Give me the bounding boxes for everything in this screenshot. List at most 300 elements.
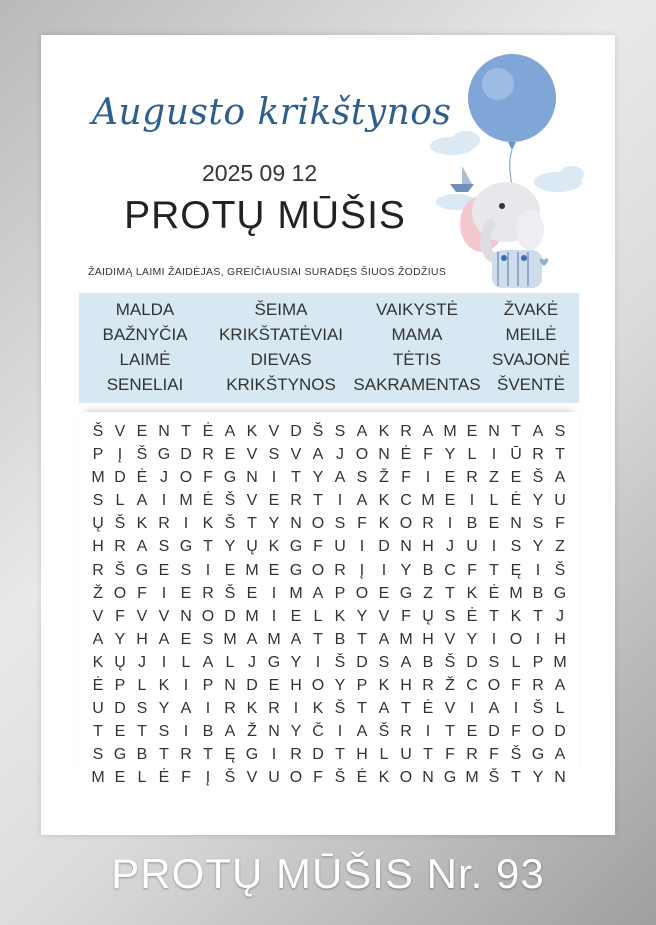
grid-letter: H	[290, 677, 302, 695]
grid-row	[79, 559, 579, 582]
grid-letter: Y	[290, 723, 302, 741]
grid-row	[79, 535, 579, 558]
grid-letter: Š	[488, 769, 500, 787]
grid-letter: B	[422, 561, 434, 579]
grid-letter: I	[491, 446, 497, 464]
grid-letter: R	[268, 700, 280, 718]
grid-letter: Ž	[93, 584, 103, 602]
grid-letter: R	[290, 492, 302, 510]
elephant-illustration	[424, 54, 584, 294]
grid-letter: K	[136, 515, 148, 533]
grid-letter: Š	[554, 561, 566, 579]
grid-letter: V	[158, 607, 170, 625]
grid-row	[79, 605, 579, 628]
grid-letter: I	[535, 561, 541, 579]
grid-letter: S	[532, 515, 544, 533]
grid-letter: K	[158, 677, 170, 695]
grid-letter: F	[467, 561, 477, 579]
word-item: SAKRAMENTAS	[353, 375, 481, 394]
grid-letter: F	[401, 607, 411, 625]
word-item: MAMA	[391, 325, 443, 344]
grid-letter: L	[511, 653, 521, 671]
grid-letter: P	[202, 677, 214, 695]
grid-letter: A	[400, 653, 412, 671]
grid-letter: M	[91, 769, 105, 787]
grid-letter: T	[313, 630, 323, 648]
grid-letter: G	[443, 769, 457, 787]
grid-letter: A	[246, 630, 258, 648]
grid-letter: Y	[114, 630, 126, 648]
grid-letter: G	[179, 538, 193, 556]
grid-letter: N	[290, 515, 302, 533]
grid-row	[79, 420, 579, 443]
grid-letter: I	[271, 584, 277, 602]
grid-letter: I	[161, 492, 167, 510]
grid-letter: V	[290, 446, 302, 464]
grid-letter: Ų	[92, 515, 104, 533]
grid-letter: A	[488, 700, 500, 718]
grid-letter: E	[224, 561, 236, 579]
grid-letter: T	[489, 561, 499, 579]
grid-letter: H	[356, 746, 368, 764]
grid-letter: T	[335, 746, 345, 764]
word-item: LAIMĖ	[119, 350, 171, 369]
grid-letter: F	[203, 469, 213, 487]
grid-letter: A	[554, 746, 566, 764]
grid-letter: O	[311, 677, 325, 695]
grid-letter: Ė	[466, 607, 478, 625]
grid-letter: Y	[224, 538, 236, 556]
grid-letter: O	[399, 769, 413, 787]
grid-letter: F	[555, 515, 565, 533]
grid-letter: E	[136, 423, 148, 440]
grid-row	[79, 466, 579, 489]
grid-letter: S	[92, 746, 104, 764]
grid-letter: I	[293, 700, 299, 718]
grid-letter: R	[180, 746, 192, 764]
grid-letter: A	[92, 630, 104, 648]
grid-letter: Š	[532, 700, 544, 718]
grid-letter: J	[160, 469, 168, 487]
grid-letter: K	[378, 423, 390, 440]
grid-letter: P	[532, 653, 544, 671]
grid-letter: L	[137, 677, 147, 695]
grid-letter: Š	[334, 700, 346, 718]
grid-letter: F	[511, 677, 521, 695]
grid-letter: E	[114, 723, 126, 741]
grid-letter: J	[446, 538, 454, 556]
grid-row	[79, 489, 579, 512]
grid-letter: O	[311, 515, 325, 533]
grid-letter: Į	[205, 769, 211, 787]
grid-letter: E	[466, 723, 478, 741]
grid-letter: G	[289, 538, 303, 556]
grid-letter: S	[92, 492, 104, 510]
grid-letter: T	[247, 515, 257, 533]
grid-letter: K	[202, 515, 214, 533]
grid-letter: V	[114, 423, 126, 440]
word-item: MEILĖ	[505, 325, 557, 344]
grid-letter: I	[469, 700, 475, 718]
grid-letter: I	[337, 492, 343, 510]
grid-letter: V	[444, 630, 456, 648]
grid-letter: R	[202, 584, 214, 602]
grid-letter: M	[465, 769, 479, 787]
grid-letter: S	[158, 723, 170, 741]
grid-letter: A	[334, 469, 346, 487]
grid-letter: E	[180, 630, 192, 648]
grid-letter: C	[466, 677, 478, 695]
grid-letter: D	[488, 723, 500, 741]
grid-letter: N	[488, 423, 500, 440]
grid-letter: Š	[92, 423, 104, 440]
grid-row	[79, 720, 579, 743]
grid-letter: U	[400, 746, 412, 764]
grid-letter: E	[114, 769, 126, 787]
grid-letter: N	[224, 677, 236, 695]
grid-letter: G	[553, 584, 567, 602]
grid-letter: G	[245, 746, 259, 764]
grid-letter: A	[378, 630, 390, 648]
grid-letter: Ė	[202, 492, 214, 510]
grid-letter: U	[268, 769, 280, 787]
grid-letter: Ė	[136, 469, 148, 487]
grid-letter: I	[491, 538, 497, 556]
grid-letter: V	[378, 607, 390, 625]
grid-letter: S	[356, 469, 368, 487]
grid-letter: A	[356, 723, 368, 741]
grid-letter: Š	[224, 584, 236, 602]
grid-letter: I	[205, 561, 211, 579]
grid-letter: A	[290, 630, 302, 648]
grid-letter: F	[445, 746, 455, 764]
grid-letter: I	[447, 515, 453, 533]
grid-letter: K	[510, 607, 522, 625]
grid-letter: R	[532, 446, 544, 464]
grid-letter: D	[114, 469, 126, 487]
grid-letter: Ė	[400, 446, 412, 464]
grid-letter: V	[268, 423, 280, 440]
grid-letter: T	[511, 423, 521, 440]
grid-letter: M	[553, 653, 567, 671]
grid-letter: E	[290, 607, 302, 625]
word-item: SVAJONĖ	[491, 350, 571, 369]
grid-letter: K	[92, 653, 104, 671]
grid-letter: F	[115, 607, 125, 625]
letter-grid	[79, 412, 579, 787]
grid-letter: N	[554, 769, 566, 787]
grid-letter: Š	[312, 423, 324, 440]
grid-letter: R	[400, 723, 412, 741]
grid-letter: M	[91, 469, 105, 487]
grid-letter: E	[268, 677, 280, 695]
grid-letter: T	[159, 746, 169, 764]
grid-letter: O	[355, 584, 369, 602]
grid-letter: A	[224, 723, 236, 741]
grid-letter: N	[422, 769, 434, 787]
grid-letter: T	[511, 769, 521, 787]
grid-letter: G	[289, 561, 303, 579]
grid-letter: L	[379, 746, 389, 764]
grid-row	[79, 628, 579, 651]
grid-letter: I	[425, 723, 431, 741]
grid-letter: Ė	[422, 700, 434, 718]
grid-letter: K	[378, 515, 390, 533]
grid-row	[79, 697, 579, 720]
grid-letter: E	[444, 469, 456, 487]
grid-letter: Š	[532, 469, 544, 487]
grid-letter: L	[115, 492, 125, 510]
grid-row	[79, 443, 579, 466]
grid-letter: I	[315, 653, 321, 671]
grid-letter: Y	[334, 677, 346, 695]
grid-letter: M	[289, 584, 303, 602]
grid-letter: D	[356, 653, 368, 671]
grid-letter: Ū	[510, 446, 522, 464]
grid-letter: P	[114, 677, 126, 695]
grid-letter: E	[466, 423, 478, 440]
grid-letter: E	[378, 584, 390, 602]
grid-letter: Y	[158, 700, 170, 718]
grid-letter: R	[158, 515, 170, 533]
grid-letter: G	[267, 653, 281, 671]
grid-letter: R	[400, 423, 412, 440]
grid-letter: S	[334, 423, 346, 440]
grid-letter: R	[466, 746, 478, 764]
grid-letter: O	[289, 769, 303, 787]
grid-letter: V	[246, 769, 258, 787]
grid-letter: F	[137, 584, 147, 602]
grid-letter: E	[444, 492, 456, 510]
grid-letter: I	[161, 653, 167, 671]
grid-letter: B	[136, 746, 148, 764]
grid-letter: R	[92, 561, 104, 579]
grid-letter: M	[443, 423, 457, 440]
grid-letter: S	[444, 607, 456, 625]
grid-letter: D	[180, 446, 192, 464]
grid-letter: Š	[114, 515, 126, 533]
grid-letter: N	[400, 538, 412, 556]
grid-letter: Z	[489, 469, 499, 487]
grid-letter: C	[444, 561, 456, 579]
grid-letter: A	[356, 492, 368, 510]
word-item: ŠEIMA	[254, 300, 308, 319]
grid-letter: R	[290, 746, 302, 764]
grid-letter: T	[533, 607, 543, 625]
grid-letter: L	[225, 653, 235, 671]
grid-letter: S	[202, 630, 214, 648]
grid-letter: S	[488, 653, 500, 671]
grid-letter: T	[423, 746, 433, 764]
grid-letter: R	[202, 446, 214, 464]
grid-letter: Ė	[356, 769, 368, 787]
grid-letter: Ž	[445, 677, 455, 695]
grid-letter: M	[509, 584, 523, 602]
grid-letter: K	[378, 492, 390, 510]
grid-letter: H	[92, 538, 104, 556]
grid-letter: L	[555, 700, 565, 718]
grid-letter: F	[511, 723, 521, 741]
grid-letter: T	[93, 723, 103, 741]
grid-letter: Ž	[247, 723, 257, 741]
grid-letter: K	[334, 607, 346, 625]
word-item: ŠVENTĖ	[496, 375, 566, 394]
grid-letter: I	[205, 700, 211, 718]
grid-letter: R	[422, 677, 434, 695]
grid-letter: Š	[224, 769, 236, 787]
grid-letter: A	[554, 469, 566, 487]
grid-letter: V	[246, 492, 258, 510]
grid-letter: U	[554, 492, 566, 510]
grid-letter: I	[535, 630, 541, 648]
grid-letter: Ė	[202, 423, 214, 440]
grid-letter: T	[489, 607, 499, 625]
grid-letter: E	[246, 584, 258, 602]
grid-letter: I	[183, 515, 189, 533]
grid-letter: D	[246, 677, 258, 695]
grid-letter: O	[179, 469, 193, 487]
grid-letter: I	[271, 607, 277, 625]
grid-letter: B	[422, 653, 434, 671]
grid-letter: T	[445, 723, 455, 741]
grid-row	[79, 512, 579, 535]
grid-letter: D	[312, 746, 324, 764]
grid-letter: E	[224, 446, 236, 464]
paper-boat-icon	[450, 166, 474, 192]
grid-letter: Į	[117, 446, 123, 464]
grid-letter: H	[422, 630, 434, 648]
word-item: ŽVAKĖ	[503, 300, 559, 319]
grid-letter: Ų	[246, 538, 258, 556]
grid-letter: A	[180, 700, 192, 718]
grid-letter: F	[313, 769, 323, 787]
word-item: VAIKYSTĖ	[376, 300, 458, 319]
grid-letter: P	[356, 677, 368, 695]
grid-letter: Y	[466, 630, 478, 648]
grid-letter: R	[422, 515, 434, 533]
grid-letter: E	[268, 492, 280, 510]
grid-letter: A	[224, 423, 236, 440]
grid-row	[79, 743, 579, 766]
grid-letter: O	[399, 515, 413, 533]
event-date: 2025 09 12	[202, 160, 318, 186]
grid-letter: I	[271, 469, 277, 487]
grid-letter: O	[201, 607, 215, 625]
grid-letter: M	[421, 492, 435, 510]
grid-letter: S	[158, 538, 170, 556]
grid-letter: K	[268, 538, 280, 556]
grid-letter: A	[356, 423, 368, 440]
grid-letter: I	[183, 723, 189, 741]
word-item: BAŽNYČIA	[102, 325, 188, 344]
grid-letter: Š	[224, 492, 236, 510]
grid-letter: A	[202, 653, 214, 671]
grid-letter: I	[491, 630, 497, 648]
instructions-text: ŽAIDIMĄ LAIMI ŽAIDĖJAS, GREIČIAUSIAI SURADĘS ŠIUOS ŽODŽIUS	[88, 266, 447, 278]
grid-letter: A	[312, 446, 324, 464]
grid-letter: Ę	[510, 561, 522, 579]
grid-letter: I	[381, 561, 387, 579]
grid-letter: K	[246, 423, 258, 440]
grid-letter: U	[466, 538, 478, 556]
grid-letter: K	[312, 700, 324, 718]
grid-letter: F	[489, 746, 499, 764]
grid-letter: H	[422, 538, 434, 556]
grid-letter: I	[337, 723, 343, 741]
grid-row	[79, 582, 579, 605]
grid-letter: F	[181, 769, 191, 787]
grid-letter: D	[224, 607, 236, 625]
grid-letter: Y	[400, 561, 412, 579]
grid-letter: B	[532, 584, 544, 602]
grid-letter: G	[531, 746, 545, 764]
grid-letter: E	[488, 515, 500, 533]
grid-letter: T	[203, 538, 213, 556]
grid-letter: G	[135, 561, 149, 579]
grid-letter: R	[224, 700, 236, 718]
grid-letter: M	[245, 607, 259, 625]
word-item: MALDA	[115, 300, 175, 319]
script-title: Augusto krikštynos	[92, 92, 452, 133]
grid-letter: T	[313, 492, 323, 510]
grid-letter: Š	[378, 723, 390, 741]
grid-letter: J	[336, 446, 344, 464]
grid-letter: R	[334, 561, 346, 579]
grid-letter: D	[466, 653, 478, 671]
page-title: PROTŲ MŪŠIS	[124, 194, 406, 237]
grid-letter: P	[92, 446, 104, 464]
grid-letter: J	[138, 653, 146, 671]
grid-letter: S	[268, 446, 280, 464]
grid-letter: F	[313, 538, 323, 556]
grid-letter: V	[136, 607, 148, 625]
grid-letter: Ė	[510, 492, 522, 510]
grid-letter: L	[181, 653, 191, 671]
grid-letter: S	[136, 700, 148, 718]
grid-letter: N	[180, 607, 192, 625]
grid-letter: N	[268, 723, 280, 741]
grid-letter: F	[401, 469, 411, 487]
grid-letter: H	[136, 630, 148, 648]
grid-letter: T	[357, 700, 367, 718]
grid-letter: T	[203, 746, 213, 764]
grid-letter: K	[378, 677, 390, 695]
grid-letter: Ė	[92, 677, 104, 695]
grid-letter: T	[357, 630, 367, 648]
grid-letter: Ų	[422, 607, 434, 625]
grid-letter: C	[400, 492, 412, 510]
word-item: DIEVAS	[250, 350, 312, 369]
grid-letter: Y	[356, 607, 368, 625]
grid-letter: Ž	[379, 469, 389, 487]
grid-letter: A	[158, 630, 170, 648]
grid-letter: S	[510, 538, 522, 556]
grid-letter: T	[555, 446, 565, 464]
grid-letter: M	[399, 630, 413, 648]
grid-letter: O	[311, 561, 325, 579]
grid-letter: V	[92, 607, 104, 625]
grid-letter: J	[556, 607, 564, 625]
grid-letter: R	[114, 538, 126, 556]
grid-letter: Ė	[488, 584, 500, 602]
grid-letter: E	[180, 584, 192, 602]
grid-letter: B	[334, 630, 346, 648]
grid-letter: G	[399, 584, 413, 602]
grid-letter: L	[467, 446, 477, 464]
word-item: SENELIAI	[106, 375, 184, 394]
grid-letter: R	[466, 469, 478, 487]
grid-letter: N	[246, 469, 258, 487]
